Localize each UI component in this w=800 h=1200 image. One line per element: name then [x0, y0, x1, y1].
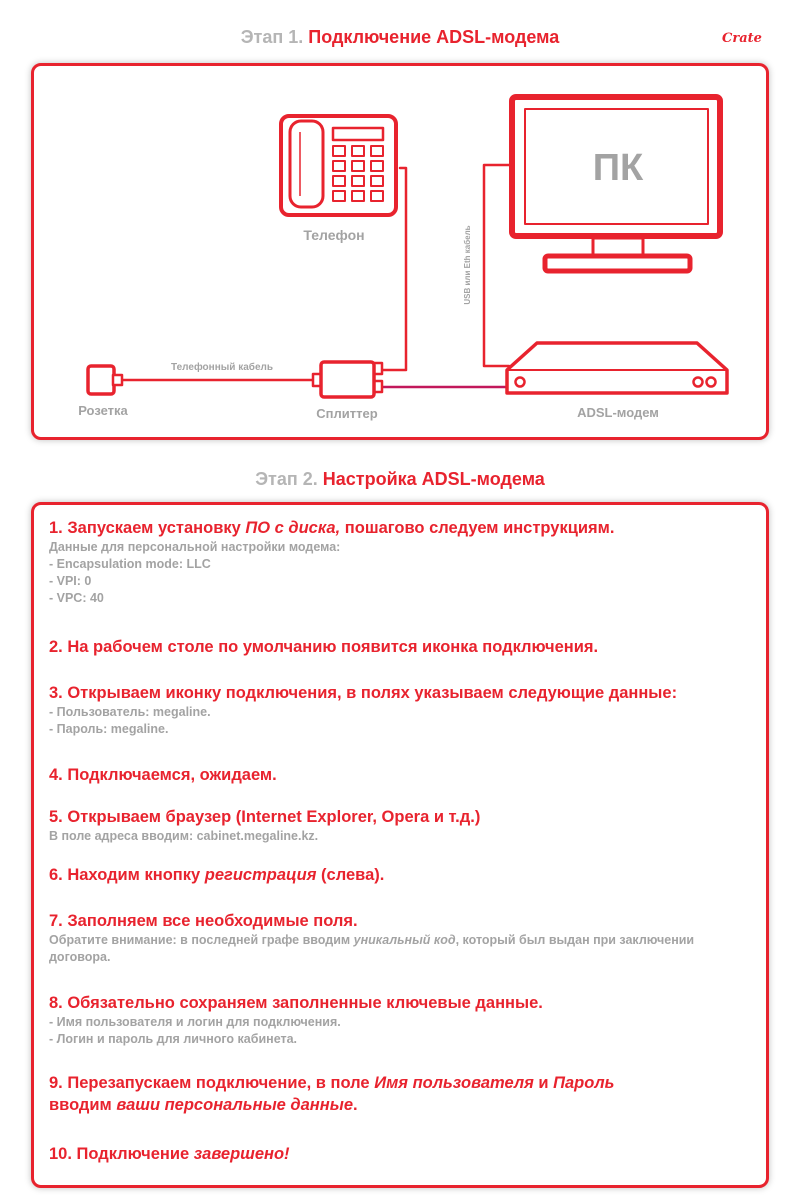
stage-1-name: Подключение ADSL-модема: [308, 27, 560, 47]
setup-steps-panel: [31, 502, 769, 1188]
step-1-detail: - VPC: 40: [49, 591, 104, 605]
step-9-title-line-1: 9. Перезапускаем подключение, в поле Имя пользователя и Пароль: [49, 1074, 615, 1092]
step-1-detail: - VPI: 0: [49, 574, 92, 588]
step-10: [49, 1143, 754, 1165]
connection-diagram-panel: [31, 63, 769, 440]
pc-screen-text: ПК: [592, 147, 644, 189]
step-7: [49, 910, 754, 966]
step-1-detail: - Encapsulation mode: LLC: [49, 557, 211, 571]
modem-label: ADSL-модем: [577, 405, 659, 420]
step-10-title: 10. Подключение завершено!: [49, 1145, 290, 1163]
stage-2-number: Этап 2.: [255, 469, 318, 489]
step-1-title: 1. Запускаем установку ПО с диска, пошагово следуем инструкциям.: [49, 519, 615, 537]
step-5-title: 5. Открываем браузер (Internet Explorer, Opera и т.д.): [49, 808, 481, 826]
step-9-title-line-2: вводим ваши персональные данные.: [49, 1096, 358, 1114]
step-3-detail: - Пароль: megaline.: [49, 722, 169, 736]
step-8: [49, 992, 754, 1048]
step-1-detail: Данные для персональной настройки модема:: [49, 540, 341, 554]
step-9: [49, 1072, 754, 1116]
usb-eth-cable-label: USB или Eth кабель: [463, 225, 472, 305]
step-6-title: 6. Находим кнопку регистрация (слева).: [49, 866, 385, 884]
step-2-title: 2. На рабочем столе по умолчанию появится иконка подключения.: [49, 638, 599, 656]
phone-cable-label: Телефонный кабель: [170, 362, 274, 373]
step-7-detail: Обратите внимание: в последней графе вводим уникальный код, который был выдан при заключении договора.: [49, 933, 695, 964]
author-signature: Crate: [722, 31, 762, 46]
step-3-detail: - Пользователь: megaline.: [49, 705, 211, 719]
step-8-detail: - Логин и пароль для личного кабинета.: [49, 1032, 298, 1046]
stage-1-number: Этап 1.: [240, 27, 304, 47]
step-8-detail: - Имя пользователя и логин для подключения.: [49, 1015, 341, 1029]
connection-diagram: [34, 66, 766, 437]
stage-1-title: [0, 27, 800, 48]
adsl-modem-icon: [507, 343, 727, 393]
step-6: [49, 864, 754, 886]
step-8-title: 8. Обязательно сохраняем заполненные ключевые данные.: [49, 994, 543, 1012]
step-5-detail: В поле адреса вводим: cabinet.megaline.kz.: [49, 829, 319, 843]
step-2: [49, 636, 754, 658]
stage-2-name: Настройка ADSL-модема: [322, 469, 545, 489]
step-5: [49, 806, 754, 845]
step-1: [49, 517, 754, 607]
splitter-label: Сплиттер: [316, 406, 378, 421]
step-4: [49, 764, 754, 786]
step-7-title: 7. Заполняем все необходимые поля.: [49, 912, 358, 930]
step-4-title: 4. Подключаемся, ожидаем.: [49, 766, 277, 784]
socket-label: Розетка: [78, 403, 128, 418]
step-3-title: 3. Открываем иконку подключения, в полях указываем следующие данные:: [49, 684, 678, 702]
step-3: [49, 682, 754, 738]
stage-2-title: [0, 469, 800, 490]
wall-socket-icon: [88, 366, 122, 394]
splitter-icon: [313, 362, 382, 397]
telephone-icon: [281, 116, 396, 215]
telephone-label: Телефон: [303, 227, 365, 243]
